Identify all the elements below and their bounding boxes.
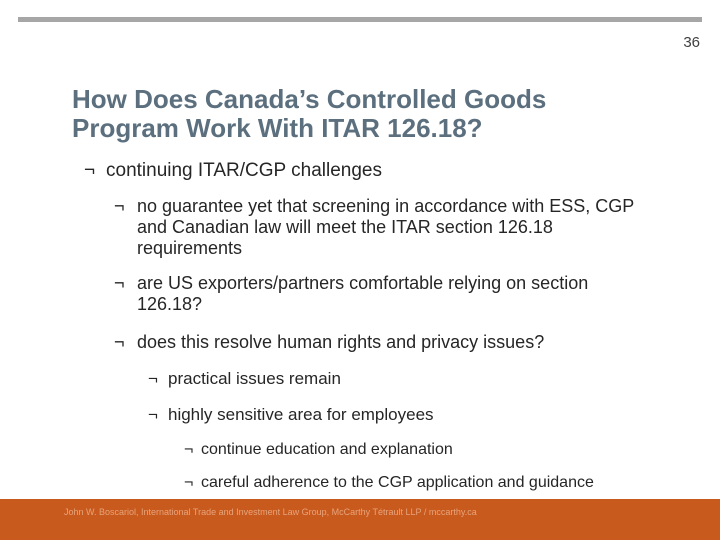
bullet-marker: ¬ — [114, 273, 125, 293]
bullet-marker: ¬ — [114, 196, 125, 216]
slide-title — [72, 85, 672, 143]
bullet-level2 — [114, 273, 654, 315]
bullet-level3 — [148, 369, 341, 389]
bullet-level2 — [114, 196, 654, 259]
slide-title-line-2: Program Work With ITAR 126.18? — [72, 113, 483, 143]
footer-text: John W. Boscariol, International Trade and Investment Law Group, McCarthy Tétrault LLP / mccarthy.ca — [64, 507, 477, 517]
bullet-marker: ¬ — [114, 332, 125, 352]
bullet-marker: ¬ — [184, 474, 194, 491]
bullet-level2 — [114, 332, 674, 353]
bullet-text: continuing ITAR/CGP challenges — [106, 160, 383, 181]
footer-bar — [0, 499, 720, 540]
slide-number: 36 — [683, 34, 700, 51]
bullet-level3 — [148, 405, 434, 425]
bullet-text: are US exporters/partners comfortable relying on section 126.18? — [137, 273, 589, 314]
bullet-text: continue education and explanation — [201, 441, 453, 458]
bullet-text: no guarantee yet that screening in accordance with ESS, CGP and Canadian law will meet the ITAR section 126.18 requirements — [137, 196, 634, 258]
top-divider — [18, 17, 702, 22]
bullet-marker: ¬ — [84, 160, 96, 181]
bullet-text: careful adherence to the CGP application and guidance — [201, 474, 594, 491]
slide-title-line-1: How Does Canada’s Controlled Goods — [72, 84, 547, 114]
bullet-marker: ¬ — [184, 441, 194, 458]
bullet-text: highly sensitive area for employees — [168, 405, 434, 424]
bullet-marker: ¬ — [148, 369, 158, 388]
bullet-marker: ¬ — [148, 405, 158, 424]
bullet-level1 — [84, 160, 382, 181]
bullet-text: does this resolve human rights and privacy issues? — [137, 332, 545, 352]
bullet-level4 — [184, 440, 453, 459]
bullet-level4 — [184, 473, 594, 492]
bullet-text: practical issues remain — [168, 369, 341, 388]
